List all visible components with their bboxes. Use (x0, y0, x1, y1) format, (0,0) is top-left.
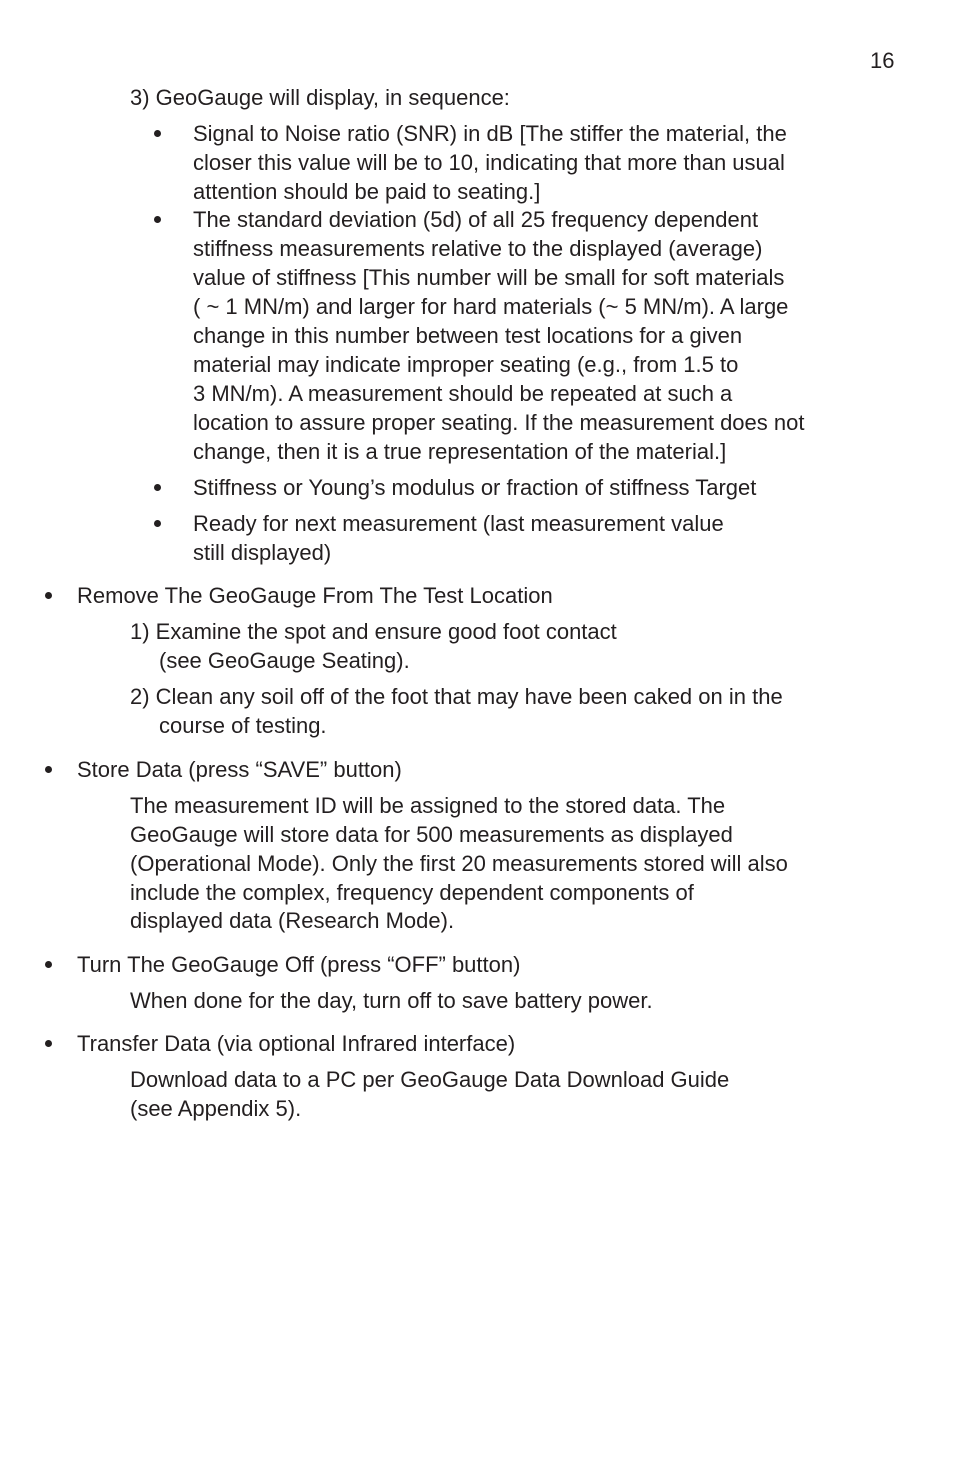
sd-line-6: material may indicate improper seating (e.g., from 1.5 to (193, 352, 739, 377)
sd-line-7: 3 MN/m). A measurement should be repeated at such a (193, 381, 733, 406)
sd-line-3: value of stiffness [This number will be small for soft materials (193, 265, 785, 290)
bullet-dot (45, 592, 52, 599)
snr-line-3: attention should be paid to seating.] (193, 179, 541, 204)
remove-item2-line1: 2) Clean any soil off of the foot that may have been caked on in the (130, 684, 783, 709)
turnoff-heading-note: (press “OFF” button) (313, 952, 521, 977)
stiffness-line-1: Stiffness or Young’s modulus or fraction of stiffness Target (193, 475, 757, 500)
sd-line-8: location to assure proper seating. If the measurement does not (193, 410, 805, 435)
store-body-line3: (Operational Mode). Only the first 20 measurements stored will also (130, 851, 788, 876)
store-heading: Store Data (77, 757, 183, 782)
sd-line-4: ( ~ 1 MN/m) and larger for hard materials (~ 5 MN/m). A large (193, 294, 789, 319)
transfer-body-line2: (see Appendix 5). (130, 1096, 302, 1121)
turnoff-heading-row (77, 950, 520, 979)
step3-intro: 3) GeoGauge will display, in sequence: (130, 85, 510, 110)
remove-item2-line2: course of testing. (159, 713, 327, 738)
store-body-line4: include the complex, frequency dependent components of (130, 880, 694, 905)
sd-line-5: change in this number between test locations for a given (193, 323, 743, 348)
sd-line-2: stiffness measurements relative to the displayed (average) (193, 236, 763, 261)
remove-item1-line2: (see GeoGauge Seating). (159, 648, 410, 673)
page-number: 16 (870, 48, 895, 73)
bullet-dot (45, 766, 52, 773)
ready-line-1: Ready for next measurement (last measurement value (193, 511, 724, 536)
bullet-dot (45, 961, 52, 968)
transfer-body-line1: Download data to a PC per GeoGauge Data Download Guide (130, 1067, 730, 1092)
bullet-dot (154, 520, 161, 527)
transfer-heading: Transfer Data (via optional Infrared interface) (77, 1031, 516, 1056)
sd-line-9: change, then it is a true representation of the material.] (193, 439, 727, 464)
store-body-line1: The measurement ID will be assigned to the stored data. The (130, 793, 726, 818)
ready-line-2: still displayed) (193, 540, 332, 565)
bullet-dot (154, 130, 161, 137)
store-body-line5: displayed data (Research Mode). (130, 908, 455, 933)
bullet-dot (154, 216, 161, 223)
turnoff-heading: Turn The GeoGauge Off (77, 952, 314, 977)
remove-heading: Remove The GeoGauge From The Test Location (77, 583, 553, 608)
sd-line-1: The standard deviation (5d) of all 25 frequency dependent (193, 207, 759, 232)
bullet-dot (45, 1040, 52, 1047)
store-body-line2: GeoGauge will store data for 500 measurements as displayed (130, 822, 733, 847)
remove-item1-line1: 1) Examine the spot and ensure good foot contact (130, 619, 617, 644)
store-heading-note: (press “SAVE” button) (182, 757, 402, 782)
snr-line-2: closer this value will be to 10, indicating that more than usual (193, 150, 785, 175)
bullet-dot (154, 484, 161, 491)
snr-line-1: Signal to Noise ratio (SNR) in dB [The stiffer the material, the (193, 121, 787, 146)
store-heading-row (77, 755, 402, 784)
turnoff-body-line1: When done for the day, turn off to save battery power. (130, 988, 653, 1013)
